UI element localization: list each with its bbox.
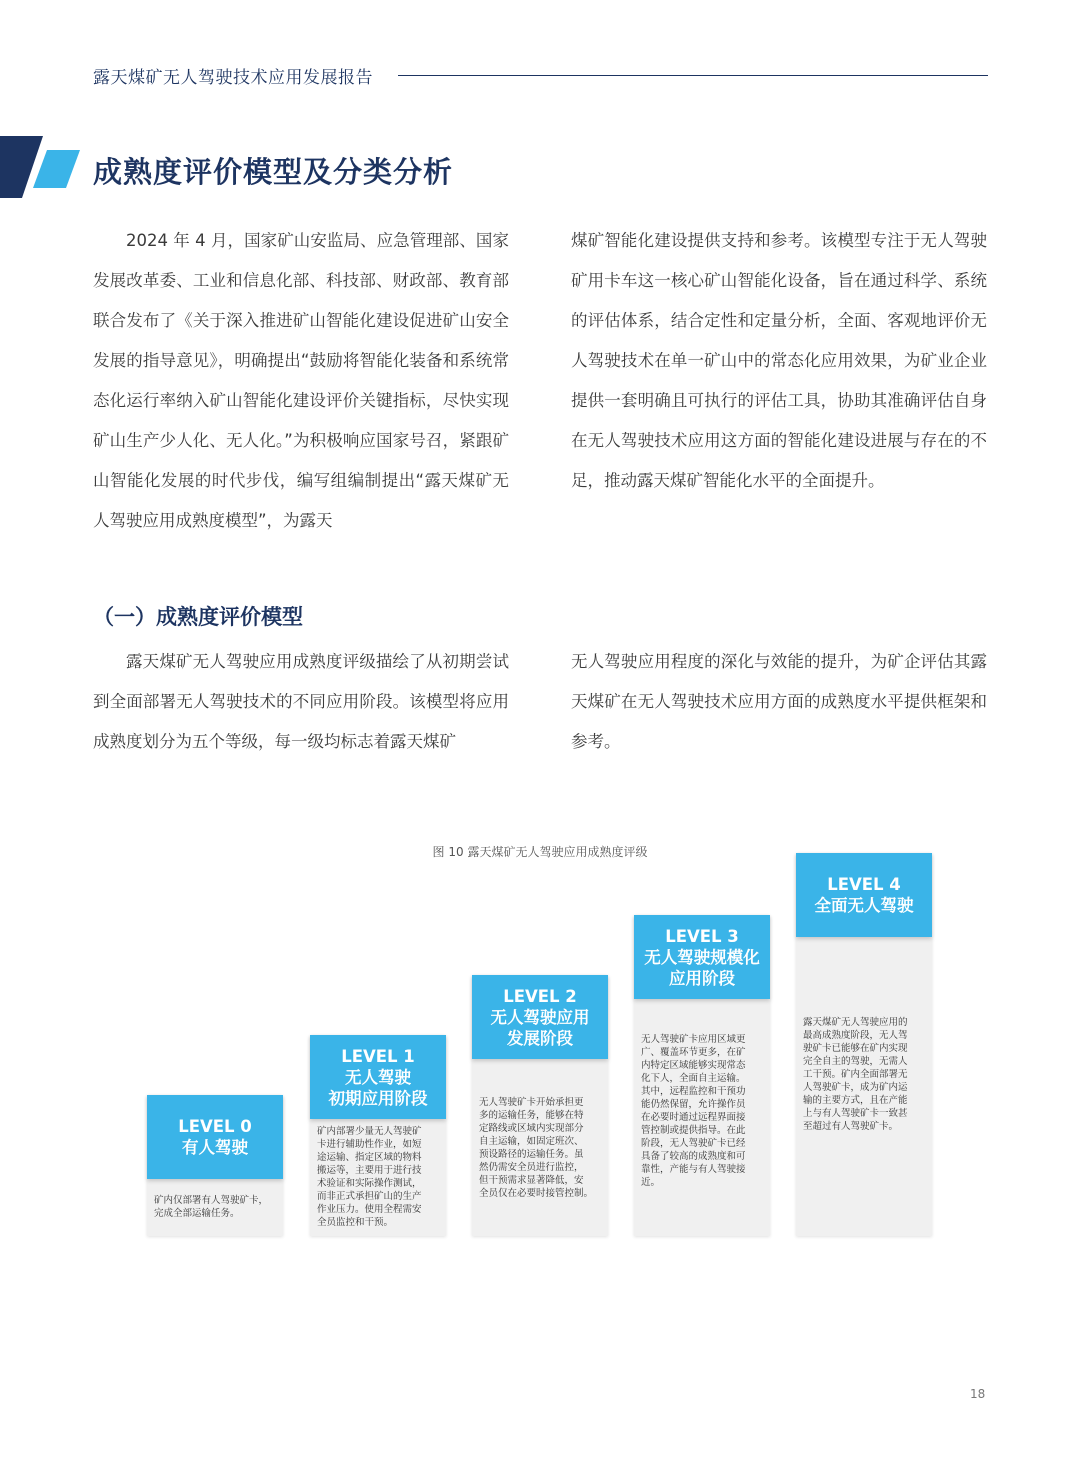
- level-1-code: LEVEL 1: [341, 1046, 415, 1066]
- text-line: 架和参考。: [571, 692, 988, 751]
- level-3-code: LEVEL 3: [665, 926, 739, 946]
- level-4-code: LEVEL 4: [827, 875, 901, 894]
- desc-line: 驶矿卡已能够在矿内实现: [803, 1043, 908, 1054]
- text-line: 山安全发展的指导意见》，明确提出“鼓励将智能化装: [93, 311, 510, 370]
- level-1-header: [310, 1035, 446, 1119]
- desc-line: 具备了较高的成熟度和可: [641, 1151, 746, 1162]
- section-accent-band: [0, 136, 80, 198]
- level-4-description: [803, 1016, 921, 1133]
- desc-line: 管控制或提供指导。在此: [641, 1125, 746, 1136]
- desc-line: 化下人，全面自主运输。: [641, 1073, 746, 1084]
- subsection-title: （一）成熟度评价模型: [93, 605, 303, 629]
- level-1-description: [317, 1125, 435, 1229]
- desc-line: 无人驾驶矿卡应用区域更: [641, 1034, 746, 1045]
- desc-line: 内特定区域能够实现常态: [641, 1060, 746, 1071]
- desc-line: 其中，远程监控和干预功: [641, 1086, 746, 1097]
- desc-line: 人驾驶矿卡，成为矿内运: [803, 1082, 908, 1093]
- desc-line: 矿内部署少量无人驾驶矿: [317, 1126, 422, 1137]
- desc-line: 露天煤矿无人驾驶应用的: [803, 1017, 908, 1028]
- intro-left-column: [93, 221, 509, 541]
- desc-line: 工干预。矿内全面部署无: [803, 1069, 908, 1080]
- desc-line: 广、覆盖环节更多，在矿: [641, 1047, 746, 1058]
- desc-line: 搬运等，主要用于进行技: [317, 1165, 422, 1176]
- text-line: 2024 年 4 月，国家矿山安监局、应急管理部、国: [126, 231, 493, 250]
- text-line: 制提出“露天煤矿无人驾驶应用成熟度模型”，为露天: [93, 471, 509, 530]
- desc-line: 全员仅在必要时接管控制。: [479, 1188, 594, 1199]
- level-3-description: [641, 1033, 759, 1189]
- desc-line: 多的运输任务，能够在特: [479, 1110, 584, 1121]
- text-line: 露天煤矿在无人驾驶技术应用方面的成熟度水平提供框: [571, 652, 987, 711]
- level-2-description: [479, 1096, 597, 1200]
- level-0-description: [154, 1194, 272, 1220]
- desc-line: 至超过有人驾驶矿卡。: [803, 1121, 899, 1132]
- header-divider: [398, 75, 988, 76]
- level-1-title-line: 无人驾驶: [345, 1067, 411, 1087]
- level-0-title: 有人驾驶: [182, 1138, 248, 1157]
- section-title: 成熟度评价模型及分类分析: [93, 155, 454, 189]
- desc-line: 途运输、指定区域的物料: [317, 1152, 422, 1163]
- text-line: 确评估自身在无人驾驶技术应用这方面的智能化建设进: [571, 391, 988, 450]
- text-line: 煤矿智能化建设提供支持和参考。该模型专注于无人驾: [571, 231, 971, 250]
- desc-line: 上与有人驾驶矿卡一致甚: [803, 1108, 908, 1119]
- level-2-title-line: 发展阶段: [507, 1028, 573, 1048]
- desc-line: 输的主要方式，且在产能: [803, 1095, 908, 1106]
- level-2-title-line: 无人驾驶应用: [490, 1007, 590, 1027]
- page-number: 18: [970, 1387, 986, 1401]
- text-line: 无人驾驶应用程度的深化与效能的提升，为矿企评估其: [571, 652, 971, 671]
- level-3-header: [634, 915, 770, 999]
- text-line: 应用成熟度划分为五个等级，每一级均标志着露天煤矿: [93, 692, 510, 751]
- figure-caption: 图 10 露天煤矿无人驾驶应用成熟度评级: [432, 845, 648, 859]
- desc-line: 在必要时通过远程界面接: [641, 1112, 746, 1123]
- text-line: 驶矿用卡车这一核心矿山智能化设备，旨在通过科学、: [571, 231, 987, 290]
- intro-right-column: [571, 221, 987, 501]
- desc-line: 能仍然保留，允许操作员: [641, 1099, 746, 1110]
- desc-line: 最高成熟度阶段，无人驾: [803, 1030, 908, 1041]
- level-2-header: [472, 975, 608, 1059]
- desc-line: 定路线或区域内实现部分: [479, 1123, 584, 1134]
- desc-line: 然仍需安全员进行监控，: [479, 1162, 584, 1173]
- desc-line: 术验证和实际操作测试，: [317, 1178, 422, 1189]
- text-line: 家发展改革委、工业和信息化部、科技部、财政部、教: [93, 231, 509, 290]
- desc-line: 近。: [641, 1177, 661, 1188]
- desc-line: 作业压力。使用全程需安: [317, 1204, 422, 1215]
- subsection-left-column: [93, 642, 509, 762]
- desc-line: 靠性，产能与有人驾驶接: [641, 1164, 746, 1175]
- desc-line: 矿内仅部署有人驾驶矿卡，: [154, 1195, 269, 1206]
- level-1-title-line: 初期应用阶段: [328, 1088, 428, 1108]
- desc-line: 自主运输，如固定班次、: [479, 1136, 584, 1147]
- level-0-header: [147, 1095, 283, 1179]
- desc-line: 无人驾驶矿卡开始承担更: [479, 1097, 584, 1108]
- desc-line: 但干预需求显著降低，安: [479, 1175, 584, 1186]
- desc-line: 阶段，无人驾驶矿卡已经: [641, 1138, 746, 1149]
- text-line: 展与存在的不足，推动露天煤矿智能化水平的全面提升。: [571, 431, 988, 490]
- text-line: 评价无人驾驶技术在单一矿山中的常态化应用效果，为: [571, 311, 988, 370]
- desc-line: 全员监控和干预。: [317, 1217, 394, 1228]
- desc-line: 而非正式承担矿山的生产: [317, 1191, 422, 1202]
- desc-line: 完全自主的驾驶，无需人: [803, 1056, 908, 1067]
- text-line: 育部联合发布了《关于深入推进矿山智能化建设促进矿: [93, 271, 510, 330]
- level-0-code: LEVEL 0: [178, 1117, 252, 1136]
- subsection-right-column: [571, 642, 987, 762]
- text-line: 试到全面部署无人驾驶技术的不同应用阶段。该模型将: [93, 652, 509, 711]
- level-4-title: 全面无人驾驶: [814, 896, 914, 915]
- desc-line: 预设路径的运输任务。虽: [479, 1149, 584, 1160]
- level-3-title-line: 无人驾驶规模化: [644, 947, 760, 967]
- text-line: 矿业企业提供一套明确且可执行的评估工具，协助其准: [571, 351, 988, 410]
- text-line: 国家号召，紧跟矿山智能化发展的时代步伐，编写组编: [93, 431, 509, 490]
- text-line: 标，尽快实现矿山生产少人化、无人化。”为积极响应: [93, 391, 510, 450]
- text-line: 露天煤矿无人驾驶应用成熟度评级描绘了从初期尝: [126, 652, 493, 671]
- text-line: 系统的评估体系，结合定性和定量分析，全面、客观地: [571, 271, 988, 330]
- text-line: 备和系统常态化运行率纳入矿山智能化建设评价关键指: [93, 351, 509, 410]
- level-2-code: LEVEL 2: [503, 986, 577, 1006]
- level-3-title-line: 应用阶段: [669, 968, 735, 988]
- report-header-title: 露天煤矿无人驾驶技术应用发展报告: [93, 68, 373, 88]
- desc-line: 完成全部运输任务。: [154, 1208, 240, 1219]
- desc-line: 卡进行辅助性作业，如短: [317, 1139, 422, 1150]
- level-4-header: [796, 853, 932, 937]
